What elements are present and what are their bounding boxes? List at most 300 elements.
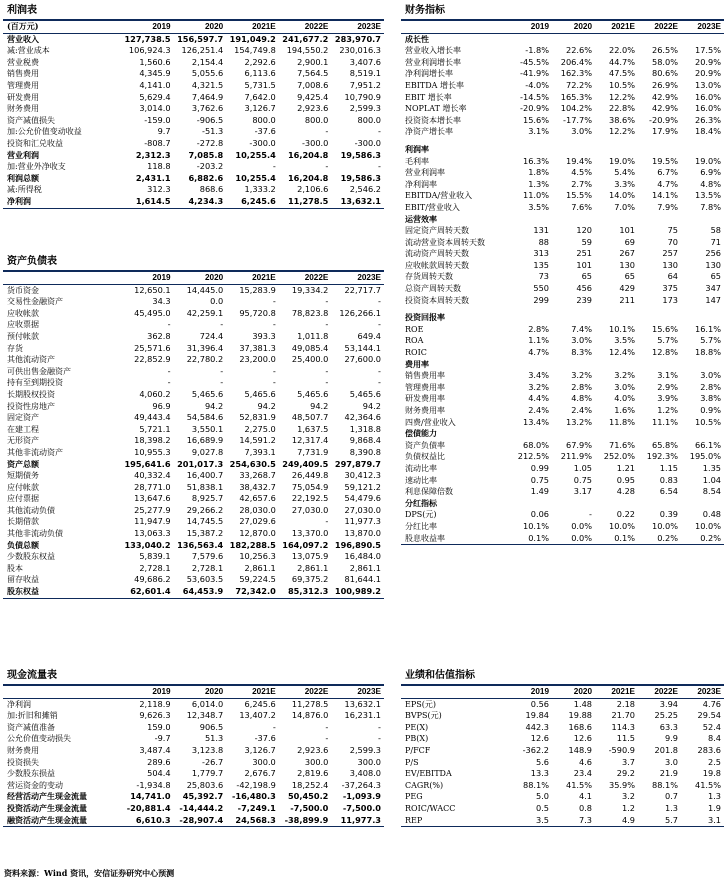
row-value: 3.4% [528,370,549,381]
row-value: 0.0% [571,520,592,531]
row-label: CAGR(%) [405,780,444,790]
row-value: 2,728.1 [191,562,224,573]
year-header: 2023E [331,21,384,33]
row-value: 649.4 [357,330,381,341]
row-value: 72,342.0 [226,586,279,598]
row-label: 少数股东损益 [7,769,55,779]
table-row [401,757,724,769]
row-value: 10,955.3 [134,446,171,457]
row-value: 0.39 [659,509,678,520]
row-label: 减:营业成本 [7,46,50,56]
row-value: - [378,161,381,172]
row-value: 101 [619,225,635,236]
row-label: 交易性金融资产 [7,297,63,307]
row-label: 其他流动资产 [7,355,55,365]
row-value: 800.0 [357,114,381,125]
row-label: 研发费用 [7,92,39,102]
row-label: ROIC/WACC [405,803,456,813]
row-label: 营业利润增长率 [405,57,461,67]
row-value: 252.0% [603,451,635,462]
year-header: 2019 [121,272,174,284]
row-value: 10.1% [522,520,549,531]
row-value: 8,390.8 [349,446,381,457]
row-value: 127,738.5 [124,33,171,44]
row-value: 53,144.1 [344,342,381,353]
row-value: 191,049.2 [229,33,276,44]
row-value: 11,278.5 [291,698,329,709]
row-value: 0.06 [530,509,549,520]
row-value: 23.4 [573,768,592,779]
year-header: 2022E [638,21,681,33]
row-value: 313 [533,248,549,259]
section-header-row [401,33,724,45]
row-value: 7.4% [571,323,592,334]
row-value: -7,249.1 [237,802,276,813]
row-value: 126,251.4 [181,45,224,56]
row-value: 6.9% [700,167,721,178]
row-value: 283.6 [697,744,721,755]
table-row [401,791,724,803]
row-label: 其他非流动负债 [7,529,63,539]
row-value: 12.6 [573,733,592,744]
row-label: 其他流动负债 [7,505,55,515]
row-value: -159.0 [144,114,171,125]
row-label: 净利润率 [405,179,437,189]
row-value: 5,465.6 [349,388,381,399]
row-value: 13,632.1 [331,196,384,208]
row-value: 52,831.9 [239,412,276,423]
row-value: 0.2% [638,533,681,545]
row-value: 3.1% [528,126,549,137]
row-value: 0.75 [530,474,549,485]
unit-label [401,21,509,33]
row-label: ROIC [405,348,427,358]
row-value: 195,641.6 [124,458,171,469]
row-value: 88.1% [651,779,678,790]
row-value: 130 [705,259,721,270]
row-label: 财务费用率 [405,406,445,415]
row-value: - [220,319,224,330]
row-value: 2.9% [657,381,678,392]
row-value: 3.5 [509,815,552,827]
row-value: 29.2 [616,768,635,779]
table-row [401,237,724,249]
row-value: 12.8% [651,347,678,358]
row-value: 362.8 [147,330,171,341]
row-value: 54,584.6 [186,412,224,423]
row-value: 64,453.9 [174,586,227,598]
row-value: 4,060.2 [139,388,171,399]
row-value: 2.8% [700,381,721,392]
row-value: 4.8% [700,178,721,189]
row-value: 53,603.5 [186,574,224,585]
row-value: 249,409.5 [282,458,329,469]
table-row [3,115,384,127]
row-value: 26.5% [651,45,678,56]
row-value: 24,568.3 [226,815,279,827]
row-value: 164,097.2 [282,539,329,550]
row-value: 5,839.1 [139,551,171,562]
row-value: 5,465.6 [244,388,276,399]
table-row [3,698,384,710]
row-value: - [325,126,329,137]
row-value: 4,141.0 [139,79,171,90]
row-value: -1,934.8 [136,779,171,790]
row-value: 22,717.7 [344,284,381,295]
row-value: 211.9% [560,451,592,462]
row-value: 49,686.2 [134,574,171,585]
table-row [3,150,384,162]
row-value: 196,890.5 [334,539,381,550]
row-value: 38.6% [608,114,635,125]
row-value: 15.6% [522,114,549,125]
row-value: 442.3 [525,721,549,732]
unit-label [3,686,121,698]
table-row [401,57,724,69]
table-row [3,505,384,517]
row-value: 11.0% [522,190,549,201]
valuation-title: 业绩和估值指标 [401,669,724,686]
row-value: 2,861.1 [297,562,329,573]
balance-sheet-title: 资产负债表 [3,255,384,272]
row-value: 393.3 [252,330,276,341]
row-value: 1.21 [616,462,635,473]
row-value: 2,154.4 [191,56,224,67]
table-row [401,475,724,487]
table-row [3,161,384,173]
table-row [401,509,724,521]
row-label: PE(X) [405,722,429,732]
row-label: 应付帐款 [7,482,39,492]
row-value: 44.7% [608,56,635,67]
row-value: -906.5 [196,114,224,125]
row-value: 906.5 [199,721,224,732]
row-value: 59,224.5 [239,574,276,585]
row-label: 少数股东权益 [7,552,55,562]
row-label: 净利润增长率 [405,69,453,79]
row-value: 15,387.2 [186,528,224,539]
row-value: -20.9% [649,114,678,125]
row-label: 可供出售金融资产 [7,366,71,376]
table-row [3,184,384,196]
row-value: 38,432.7 [239,481,276,492]
row-label: EPS(元) [405,699,436,709]
row-value: 1.3 [664,802,678,813]
row-value: 94.2 [310,400,329,411]
row-value: 14,876.0 [291,710,329,721]
row-value: 5.7% [657,335,678,346]
unit-label [3,272,121,284]
row-value: 13,647.6 [134,493,171,504]
row-value: 96.9 [152,400,171,411]
row-value: 14,591.2 [239,435,276,446]
row-value: 10,256.3 [239,551,276,562]
row-value: 1.04 [702,474,721,485]
row-value: 6,610.3 [121,815,174,827]
row-value: 0.2% [681,533,724,545]
balance-sheet-panel [3,255,384,599]
row-value: 6.7% [657,167,678,178]
row-value: 8,925.7 [191,493,224,504]
row-value: 1,779.7 [191,768,224,779]
row-value: 0.1% [595,533,638,545]
row-value: 52.4 [702,721,721,732]
row-value: -26.7 [202,756,224,767]
row-value: 40,332.4 [134,470,171,481]
row-value: 3.3% [614,178,635,189]
row-value: 3,014.0 [139,103,171,114]
row-value: 0.0% [552,533,595,545]
row-label: 营运资金的变动 [7,780,63,790]
table-row [401,815,724,827]
table-row [401,202,724,214]
row-value: 28,030.0 [239,504,276,515]
row-value: 289.6 [147,756,171,767]
row-label: 销售费用 [7,69,39,79]
row-label: 应收票据 [7,320,39,330]
row-value: 10.0% [608,520,635,531]
row-value: 4,234.3 [174,196,227,208]
row-value: -7,500.0 [342,802,381,813]
row-label: 投资活动产生现金流量 [7,802,87,813]
row-value: 33,268.7 [239,470,276,481]
year-header: 2019 [509,686,552,698]
row-value: 21.70 [611,710,635,721]
year-header: 2021E [595,21,638,33]
row-value: 118.8 [147,161,171,172]
row-label: 加:公允价值变动收益 [7,127,82,137]
row-value: 13,407.2 [239,710,276,721]
row-value: 3.5% [614,335,635,346]
table-row [401,370,724,382]
row-label: 净利润 [7,699,31,709]
row-value: 12,317.4 [291,435,329,446]
table-row [401,179,724,191]
row-value: - [220,365,224,376]
row-label: 加:折旧和摊销 [7,711,58,721]
table-row [3,768,384,780]
row-label: 毛利率 [405,156,429,166]
section-title: 费用率 [405,358,429,369]
row-value: - [378,296,381,307]
row-label: 利润总额 [7,172,39,183]
header-row [3,686,384,698]
row-value: 75 [667,225,678,236]
row-value: 10,255.4 [235,149,276,160]
row-value: 429 [619,283,635,294]
row-label: 营业利润率 [405,168,445,178]
row-value: 14,445.0 [186,284,224,295]
table-row [3,470,384,482]
row-value: -51.3 [202,126,224,137]
row-value: 27,030.0 [291,504,329,515]
row-value: 10.1% [608,323,635,334]
row-value: 1.9 [707,802,721,813]
table-row [3,80,384,92]
row-value: 68.0% [522,439,549,450]
section-title: 成长性 [405,33,429,44]
row-value: -362.2 [522,744,549,755]
table-row [401,780,724,792]
row-value: 7.0% [614,201,635,212]
row-value: 34.3 [152,296,171,307]
row-value: 10.0% [694,520,721,531]
row-value: 4.1 [578,791,592,802]
year-header: 2021E [595,686,638,698]
table-row [3,331,384,343]
table-row [3,354,384,366]
section-title: 运营效率 [405,213,437,224]
year-header: 2022E [638,686,681,698]
row-label: 营业收入增长率 [405,46,461,56]
row-value: 19,586.3 [340,149,381,160]
row-value: 868.6 [199,184,224,195]
row-value: 22,780.2 [186,354,224,365]
row-value: 19.88 [568,710,592,721]
table-row [3,412,384,424]
row-value: 16.1% [694,323,721,334]
table-row [401,45,724,57]
row-value: 5,721.1 [139,423,171,434]
row-value: 2,676.7 [244,768,276,779]
row-value: 3.2% [528,381,549,392]
row-value: -300.0 [301,137,329,148]
row-value: - [378,377,381,388]
row-value: - [589,509,592,520]
row-label: 短期债务 [7,471,39,481]
row-value: 25.25 [654,710,678,721]
row-value: - [272,319,276,330]
row-value: 7,642.0 [244,91,276,102]
row-value: 300.0 [304,756,329,767]
row-value: 12.6 [530,733,549,744]
table-row [3,435,384,447]
table-row [3,540,384,552]
table-row [401,698,724,710]
table-row [401,248,724,260]
row-value: 12.2% [608,91,635,102]
row-value: 156,597.7 [177,33,224,44]
row-value: 2,546.2 [349,184,381,195]
year-header: 2023E [681,21,724,33]
row-value: 94.2 [204,400,224,411]
row-value: 13,632.1 [344,698,381,709]
financial-ratios-panel [401,4,724,545]
row-value: 31,396.4 [186,342,224,353]
row-value: - [167,377,171,388]
table-row [401,295,724,307]
row-value: 2,599.3 [349,103,381,114]
row-value: 135 [533,259,549,270]
row-value: 7,085.8 [188,149,224,160]
table-row [401,324,724,336]
valuation-panel [401,669,724,827]
row-value: 23,200.0 [239,354,276,365]
row-value: 168.6 [568,721,592,732]
row-value: 65 [624,271,635,282]
section-title: 偿债能力 [405,428,437,439]
year-header: 2022E [279,272,332,284]
row-value: 16.3% [522,155,549,166]
row-value: 148.9 [568,744,592,755]
row-value: 241,677.2 [282,33,329,44]
row-value: -9.7 [154,733,171,744]
row-value: 147 [705,294,721,305]
table-row [401,190,724,202]
row-value: 11.8% [608,416,635,427]
row-value: -37.6 [254,733,276,744]
table-row [3,586,384,598]
row-value: 251 [576,248,592,259]
table-row [401,417,724,429]
table-row [3,377,384,389]
row-value: 18.4% [694,126,721,137]
row-value: 1.6% [614,405,635,415]
row-value: 0.99 [530,462,549,473]
row-value: 14,745.5 [186,516,224,527]
row-value: 101 [576,259,592,270]
row-value: 10.5% [694,416,721,427]
row-label: 营业税费 [7,57,39,67]
row-value: 30,412.3 [344,470,381,481]
row-value: 88.1% [522,779,549,790]
row-value: 0.75 [573,474,592,485]
table-row [3,92,384,104]
row-value: 78,823.8 [291,307,329,318]
row-value: 5.0 [535,791,549,802]
row-value: - [325,733,329,744]
row-value: 206.4% [560,56,592,67]
row-value: 22,852.9 [134,354,171,365]
row-label: 长期借款 [7,517,39,527]
row-value: 126,266.1 [339,307,381,318]
section-header-row [401,214,724,226]
row-value: 9.7 [157,126,171,137]
row-value: 14.1% [651,190,678,201]
table-row [401,92,724,104]
row-value: 7,951.2 [349,79,381,90]
table-row [3,126,384,138]
row-label: PEG [405,792,423,802]
row-value: 0.5 [535,802,549,813]
table-row [401,347,724,359]
row-label: DPS(元) [405,510,437,520]
row-value: - [272,377,276,388]
row-value: 6,113.6 [244,68,276,79]
row-label: 无形资产 [7,436,39,446]
row-value: 19,334.2 [291,284,329,295]
row-value: 195.0% [689,451,721,462]
row-value: 69 [624,236,635,247]
row-value: 1.15 [659,462,678,473]
table-row [401,768,724,780]
row-value: 192.3% [646,451,678,462]
row-value: 16,204.8 [287,172,329,183]
header-row [3,21,384,33]
table-row [401,167,724,179]
row-value: 13,075.9 [291,551,329,562]
row-label: 流动比率 [405,463,437,473]
row-value: 58.0% [651,56,678,67]
row-value: 28,771.0 [134,481,171,492]
row-value: 1.48 [573,698,592,709]
row-label: 长期股权投资 [7,389,55,399]
row-value: 257 [662,248,678,259]
row-label: EV/EBITDA [405,769,452,779]
row-value: 2,106.6 [297,184,329,195]
row-value: 1.1% [528,335,549,346]
row-value: 4.5% [571,167,592,178]
